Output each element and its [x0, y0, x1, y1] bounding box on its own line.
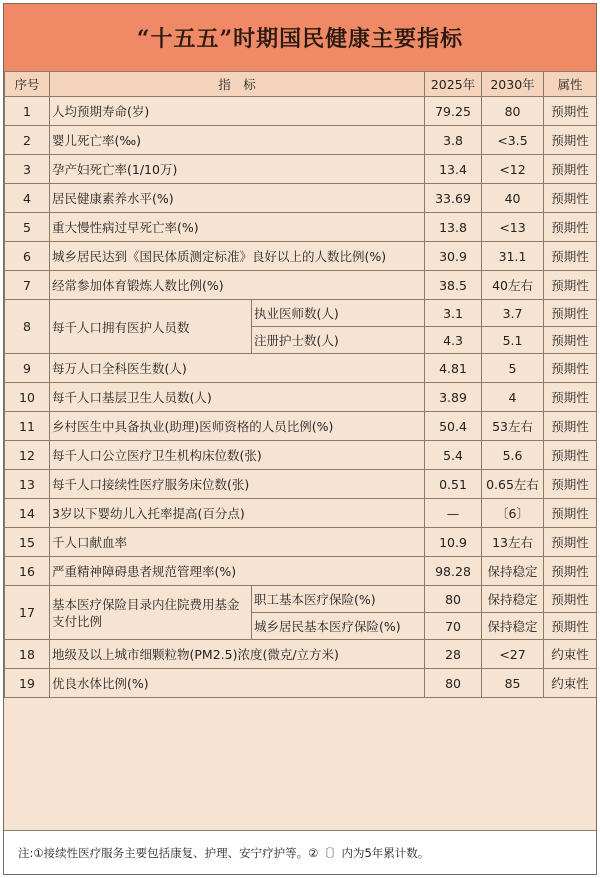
- row-attr: 预期性: [544, 557, 597, 586]
- row-no: 6: [5, 242, 50, 271]
- row-attr: 预期性: [544, 155, 597, 184]
- row-sub-name: 职工基本医疗保险(%): [252, 586, 425, 613]
- row-v2030: 0.65左右: [482, 470, 544, 499]
- row-name: 经常参加体育锻炼人数比例(%): [50, 271, 425, 300]
- row-attr: 预期性: [544, 613, 597, 640]
- row-v2025: 33.69: [425, 184, 482, 213]
- row-no: 15: [5, 528, 50, 557]
- table-row: [5, 271, 597, 300]
- row-v2025: 0.51: [425, 470, 482, 499]
- row-attr: 预期性: [544, 528, 597, 557]
- row-v2025: 38.5: [425, 271, 482, 300]
- row-v2025: 13.8: [425, 213, 482, 242]
- row-name: 每千人口基层卫生人员数(人): [50, 383, 425, 412]
- row-v2030: <12: [482, 155, 544, 184]
- row-v2030: 40: [482, 184, 544, 213]
- row-name: 基本医疗保险目录内住院费用基金支付比例: [50, 586, 252, 640]
- row-name: 乡村医生中具备执业(助理)医师资格的人员比例(%): [50, 412, 425, 441]
- row-name: 婴儿死亡率(‰): [50, 126, 425, 155]
- row-v2025: 28: [425, 640, 482, 669]
- row-no: 14: [5, 499, 50, 528]
- row-attr: 预期性: [544, 327, 597, 354]
- row-name: 3岁以下婴幼儿入托率提高(百分点): [50, 499, 425, 528]
- row-v2025: 50.4: [425, 412, 482, 441]
- row-attr: 约束性: [544, 640, 597, 669]
- row-no: 4: [5, 184, 50, 213]
- row-v2030: <13: [482, 213, 544, 242]
- table-row: [5, 213, 597, 242]
- row-no: 17: [5, 586, 50, 640]
- row-v2030: 5.1: [482, 327, 544, 354]
- table-row: [5, 354, 597, 383]
- row-no: 10: [5, 383, 50, 412]
- row-attr: 预期性: [544, 354, 597, 383]
- table-row: [5, 557, 597, 586]
- row-name: 每千人口拥有医护人员数: [50, 300, 252, 354]
- row-v2030: 〔6〕: [482, 499, 544, 528]
- row-attr: 预期性: [544, 300, 597, 327]
- row-v2030: 31.1: [482, 242, 544, 271]
- row-no: 9: [5, 354, 50, 383]
- table-row: [5, 586, 597, 613]
- footnote-text: 注:①接续性医疗服务主要包括康复、护理、安宁疗护等。②〔〕内为5年累计数。: [18, 845, 430, 860]
- row-attr: 预期性: [544, 184, 597, 213]
- table-row: [5, 640, 597, 669]
- row-v2025: 3.8: [425, 126, 482, 155]
- row-sub-name: 城乡居民基本医疗保险(%): [252, 613, 425, 640]
- row-v2025: 4.3: [425, 327, 482, 354]
- table-row: [5, 184, 597, 213]
- row-name: 严重精神障碍患者规范管理率(%): [50, 557, 425, 586]
- row-no: 3: [5, 155, 50, 184]
- row-v2025: 5.4: [425, 441, 482, 470]
- title-bar: [4, 4, 596, 72]
- table-row: [5, 300, 597, 327]
- row-v2030: 53左右: [482, 412, 544, 441]
- row-name: 重大慢性病过早死亡率(%): [50, 213, 425, 242]
- row-v2030: 3.7: [482, 300, 544, 327]
- row-sub-name: 注册护士数(人): [252, 327, 425, 354]
- row-attr: 预期性: [544, 97, 597, 126]
- row-no: 12: [5, 441, 50, 470]
- table-row: [5, 155, 597, 184]
- table-row: [5, 383, 597, 412]
- row-attr: 预期性: [544, 271, 597, 300]
- row-v2025: 80: [425, 586, 482, 613]
- indicator-table-frame: [3, 3, 597, 875]
- row-v2025: —: [425, 499, 482, 528]
- row-name: 优良水体比例(%): [50, 669, 425, 698]
- row-no: 8: [5, 300, 50, 354]
- table-row: [5, 242, 597, 271]
- row-v2025: 10.9: [425, 528, 482, 557]
- row-v2030: 保持稳定: [482, 613, 544, 640]
- row-v2025: 80: [425, 669, 482, 698]
- row-v2025: 13.4: [425, 155, 482, 184]
- row-name: 每千人口公立医疗卫生机构床位数(张): [50, 441, 425, 470]
- row-attr: 预期性: [544, 383, 597, 412]
- row-name: 城乡居民达到《国民体质测定标准》良好以上的人数比例(%): [50, 242, 425, 271]
- row-v2030: 80: [482, 97, 544, 126]
- header-2030: 2030年: [482, 72, 544, 97]
- row-no: 13: [5, 470, 50, 499]
- row-name: 地级及以上城市细颗粒物(PM2.5)浓度(微克/立方米): [50, 640, 425, 669]
- table-row: [5, 499, 597, 528]
- row-v2030: 40左右: [482, 271, 544, 300]
- row-no: 19: [5, 669, 50, 698]
- table-row: [5, 470, 597, 499]
- row-attr: 预期性: [544, 441, 597, 470]
- row-v2030: 保持稳定: [482, 586, 544, 613]
- table-header-row: [5, 72, 597, 97]
- row-v2025: 98.28: [425, 557, 482, 586]
- header-2025: 2025年: [425, 72, 482, 97]
- row-v2025: 3.1: [425, 300, 482, 327]
- header-no: 序号: [5, 72, 50, 97]
- row-no: 7: [5, 271, 50, 300]
- row-v2025: 79.25: [425, 97, 482, 126]
- row-no: 1: [5, 97, 50, 126]
- row-name: 千人口献血率: [50, 528, 425, 557]
- row-attr: 预期性: [544, 470, 597, 499]
- row-v2030: 5.6: [482, 441, 544, 470]
- row-attr: 预期性: [544, 242, 597, 271]
- row-v2030: 85: [482, 669, 544, 698]
- row-attr: 预期性: [544, 412, 597, 441]
- row-v2030: <3.5: [482, 126, 544, 155]
- row-v2030: 4: [482, 383, 544, 412]
- row-attr: 预期性: [544, 126, 597, 155]
- row-v2030: 保持稳定: [482, 557, 544, 586]
- row-no: 11: [5, 412, 50, 441]
- table-row: [5, 669, 597, 698]
- row-v2025: 70: [425, 613, 482, 640]
- row-v2025: 30.9: [425, 242, 482, 271]
- row-name: 居民健康素养水平(%): [50, 184, 425, 213]
- page-title: “十五五”时期国民健康主要指标: [136, 26, 464, 52]
- row-attr: 预期性: [544, 213, 597, 242]
- row-v2030: 13左右: [482, 528, 544, 557]
- row-no: 16: [5, 557, 50, 586]
- header-attr: 属性: [544, 72, 597, 97]
- row-attr: 约束性: [544, 669, 597, 698]
- table-row: [5, 528, 597, 557]
- row-name: 每千人口接续性医疗服务床位数(张): [50, 470, 425, 499]
- table-row: [5, 412, 597, 441]
- row-v2030: 5: [482, 354, 544, 383]
- row-name: 孕产妇死亡率(1/10万): [50, 155, 425, 184]
- table-row: [5, 126, 597, 155]
- row-v2025: 3.89: [425, 383, 482, 412]
- indicator-table: [4, 71, 597, 698]
- table-row: [5, 97, 597, 126]
- row-attr: 预期性: [544, 499, 597, 528]
- row-no: 18: [5, 640, 50, 669]
- footnote: [4, 830, 596, 874]
- row-name: 人均预期寿命(岁): [50, 97, 425, 126]
- row-attr: 预期性: [544, 586, 597, 613]
- row-sub-name: 执业医师数(人): [252, 300, 425, 327]
- row-name: 每万人口全科医生数(人): [50, 354, 425, 383]
- row-no: 5: [5, 213, 50, 242]
- row-v2030: <27: [482, 640, 544, 669]
- table-row: [5, 441, 597, 470]
- row-v2025: 4.81: [425, 354, 482, 383]
- header-indicator: 指 标: [50, 72, 425, 97]
- row-no: 2: [5, 126, 50, 155]
